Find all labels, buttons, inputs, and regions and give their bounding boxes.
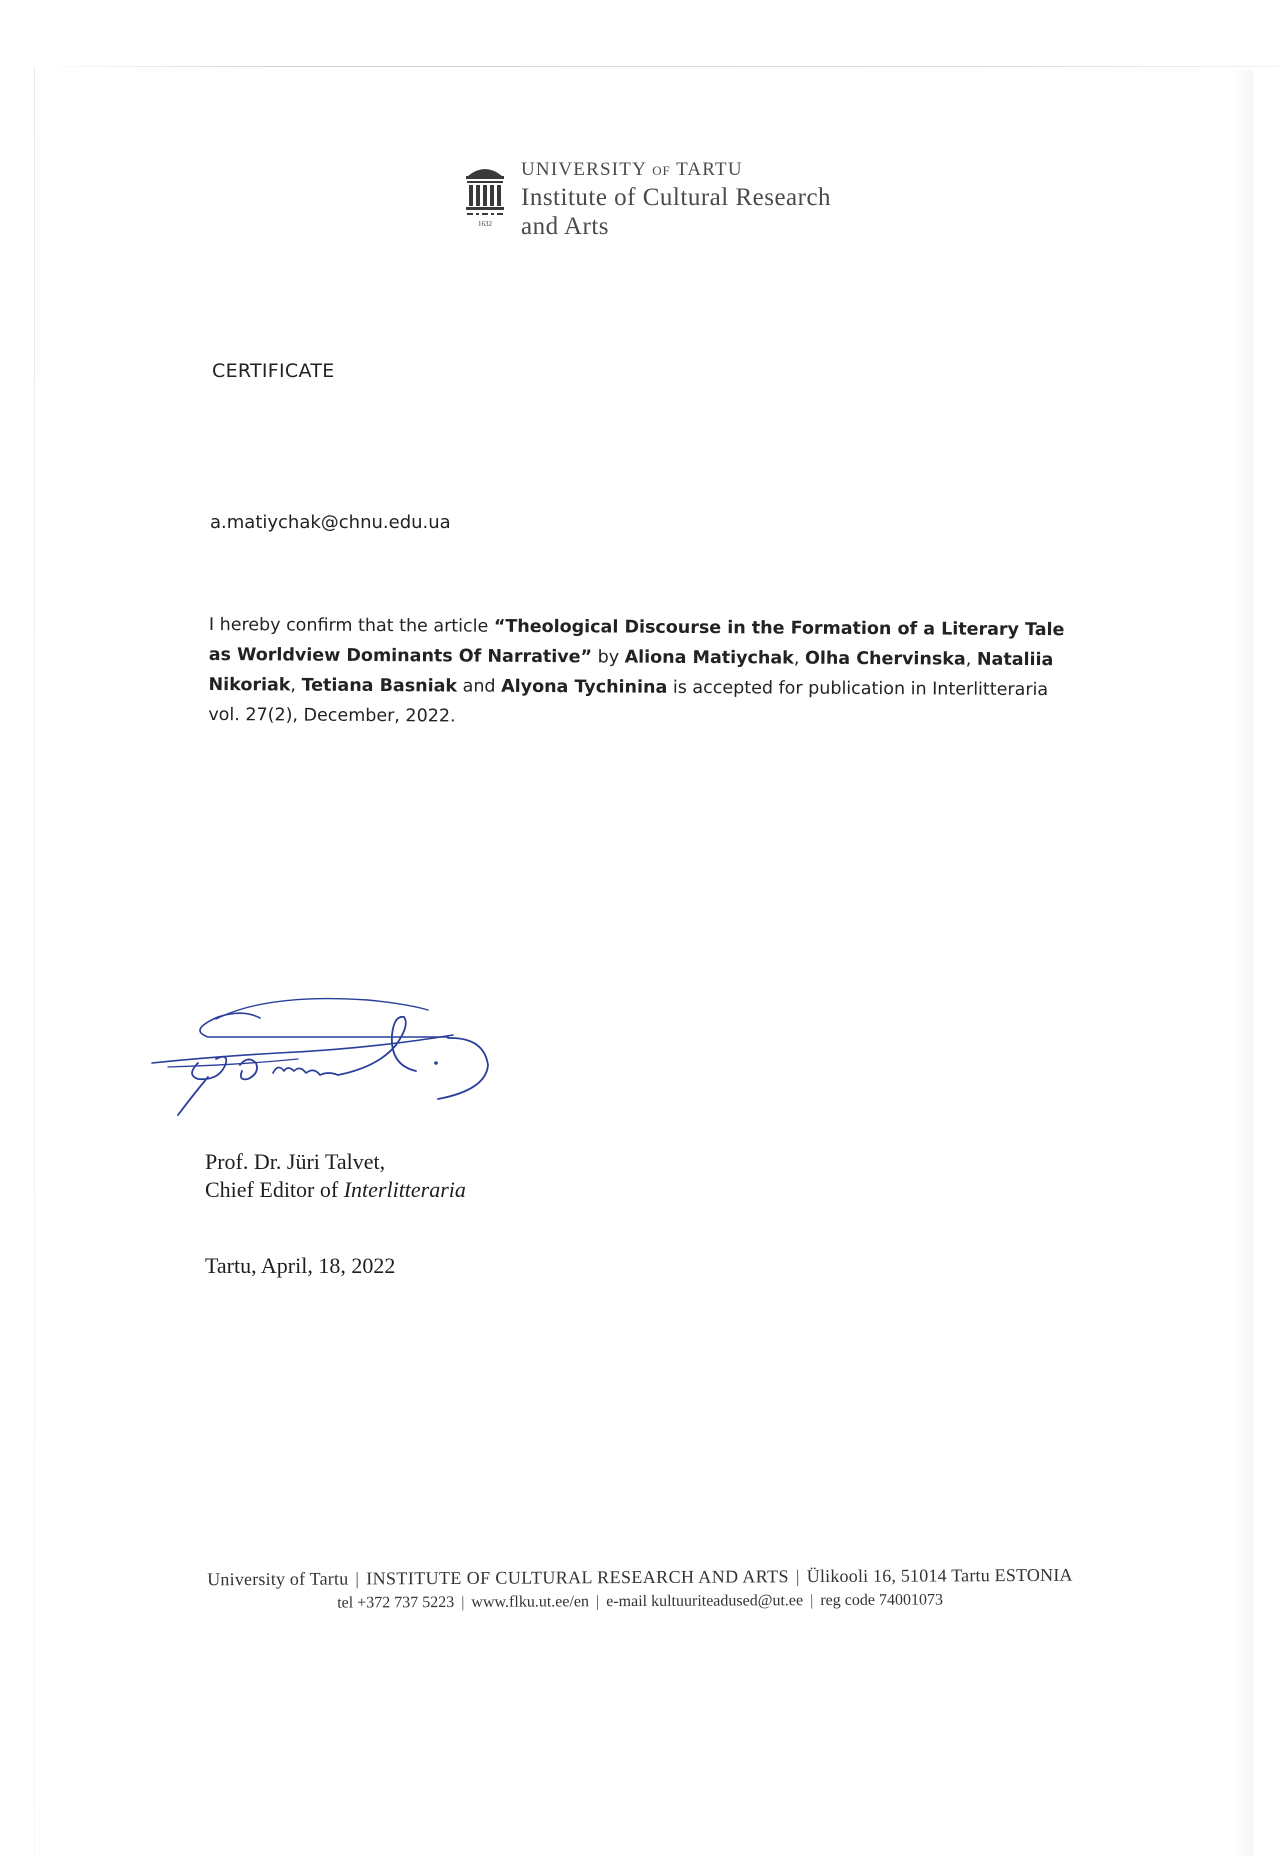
letterhead-text	[521, 158, 831, 241]
journal-name: Interlitteraria	[343, 1177, 466, 1202]
author-name: Tetiana Basniak	[301, 675, 458, 697]
footer-email: e-mail kultuuriteadused@ut.ee	[606, 1592, 804, 1611]
footer-line-2	[160, 1587, 1120, 1616]
scan-edge-left	[34, 66, 35, 1856]
author-name: Olha Chervinska	[804, 648, 966, 670]
separator-comma: ,	[965, 649, 977, 670]
signer-role-prefix: Chief Editor of	[205, 1177, 344, 1202]
confirmation-paragraph	[208, 610, 1069, 735]
scan-edge-top	[40, 66, 1281, 67]
paragraph-intro: I hereby confirm that the article	[208, 614, 494, 637]
footer-line-1	[160, 1561, 1120, 1592]
signer-role	[205, 1176, 466, 1204]
university-building-logo	[463, 162, 507, 230]
author-name: Aliona Matiychak	[624, 647, 794, 669]
separator-comma: ,	[290, 675, 302, 696]
footer-tel: tel +372 737 5223	[337, 1593, 455, 1612]
separator-comma: ,	[793, 648, 806, 669]
footer-separator: |	[355, 1568, 360, 1589]
author-name: Nataliia Nikoriak	[208, 649, 1054, 696]
recipient-email: a.matiychak@chnu.edu.ua	[210, 512, 451, 533]
author-name: Alyona Tychinina	[501, 676, 668, 698]
footer-reg: reg code 74001073	[820, 1591, 943, 1610]
handwritten-signature	[148, 975, 568, 1125]
signer-name: Prof. Dr. Jüri Talvet,	[205, 1149, 386, 1174]
footer-university: University of Tartu	[207, 1568, 349, 1590]
footer-web: www.flku.ut.ee/en	[471, 1593, 590, 1611]
footer-separator: |	[461, 1593, 465, 1611]
university-name	[521, 158, 831, 183]
footer-separator: |	[795, 1566, 800, 1587]
university-city: TARTU	[676, 159, 743, 180]
university-of: OF	[652, 163, 671, 178]
article-title: “Theological Discourse in the Formation of a Literary Tale as Worldview Dominants Of Narrative”	[208, 616, 1065, 668]
paragraph-by: by	[592, 647, 625, 668]
footer-address: Ülikooli 16, 51014 Tartu ESTONIA	[806, 1564, 1073, 1587]
footer-separator: |	[595, 1593, 600, 1611]
institute-name-line1: Institute of Cultural Research	[521, 184, 832, 211]
paragraph-and: and	[457, 676, 502, 697]
letterhead	[463, 158, 831, 241]
paragraph-outro: is accepted for publication in Interlitteraria vol. 27(2), December, 2022.	[208, 677, 1049, 727]
footer	[160, 1561, 1120, 1616]
footer-institute: INSTITUTE OF CULTURAL RESEARCH AND ARTS	[366, 1566, 789, 1589]
certificate-title: CERTIFICATE	[212, 360, 335, 382]
place-date: Tartu, April, 18, 2022	[205, 1253, 396, 1278]
signer-block	[205, 1148, 466, 1204]
scan-edge-right	[1231, 70, 1253, 1856]
logo-year: 1632	[478, 220, 492, 228]
footer-separator: |	[810, 1592, 814, 1610]
university-word: UNIVERSITY	[521, 159, 647, 180]
institute-name-line2: and Arts	[521, 213, 610, 240]
